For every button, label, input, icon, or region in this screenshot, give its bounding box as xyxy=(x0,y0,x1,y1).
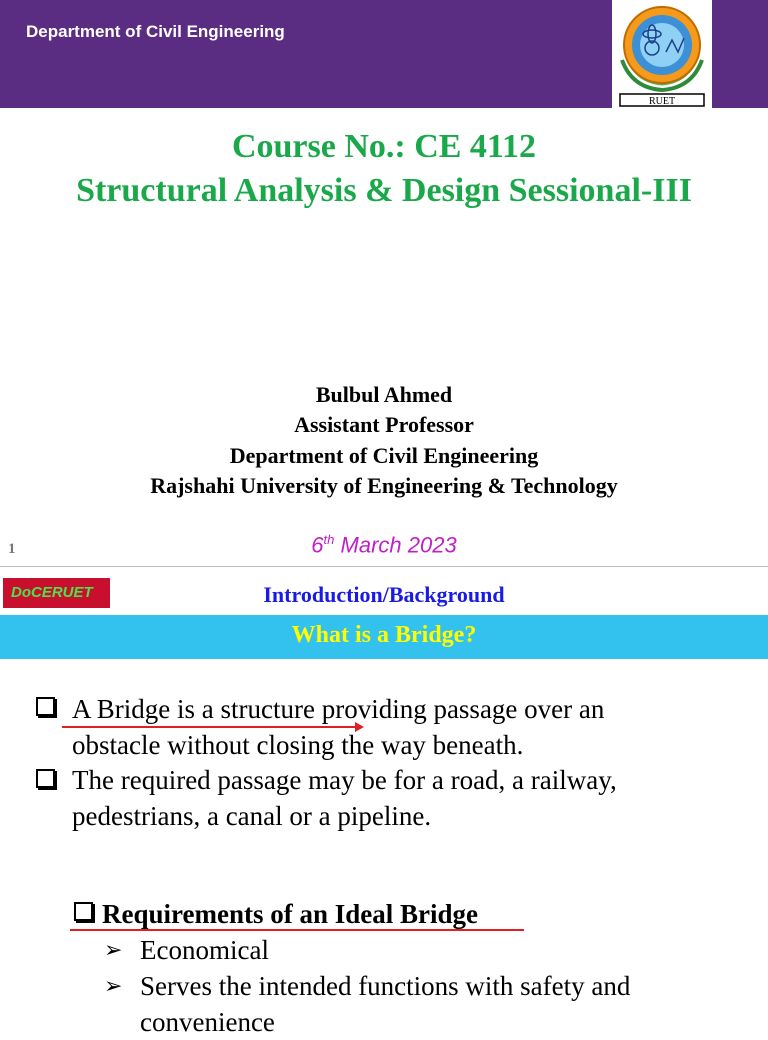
requirement-item: Economical xyxy=(140,935,269,965)
course-title: Structural Analysis & Design Sessional-III xyxy=(76,172,692,209)
bullet-1-line-2: obstacle without closing the way beneath. xyxy=(72,730,524,760)
author-university: Rajshahi University of Engineering & Technology xyxy=(150,473,618,498)
header-department: Department of Civil Engineering xyxy=(26,22,285,41)
section-title: Introduction/Background xyxy=(263,582,505,607)
header-bar xyxy=(0,0,768,108)
annotation-underline xyxy=(70,929,524,931)
bullet-box-icon xyxy=(36,697,55,716)
logo-text: RUET xyxy=(648,96,676,107)
arrow-bullet-icon: ➢ xyxy=(104,973,123,998)
author-name: Bulbul Ahmed xyxy=(315,382,453,407)
requirement-item: Serves the intended functions with safety and xyxy=(140,971,631,1001)
ruet-logo-icon xyxy=(612,0,712,108)
arrow-bullet-icon: ➢ xyxy=(104,937,123,962)
brand-badge: DoCERUET xyxy=(3,578,110,608)
bullet-2-line-2: pedestrians, a canal or a pipeline. xyxy=(72,801,432,831)
requirements-heading: Requirements of an Ideal Bridge xyxy=(102,899,478,929)
requirement-item-continued: convenience xyxy=(140,1007,275,1037)
bullet-box-icon xyxy=(74,902,93,921)
author-department: Department of Civil Engineering xyxy=(229,443,539,468)
bullet-1-line-1: A Bridge is a structure providing passage over an xyxy=(72,694,605,724)
course-number: Course No.: CE 4112 xyxy=(231,128,537,165)
date-rest: March 2023 xyxy=(334,532,457,558)
slide-number: 1 xyxy=(8,541,16,557)
presentation-date xyxy=(0,532,768,558)
author-position: Assistant Professor xyxy=(294,412,474,437)
date-day: 6 xyxy=(311,532,324,558)
slide-divider xyxy=(0,566,768,567)
slide-heading: What is a Bridge? xyxy=(291,622,477,648)
bullet-box-icon xyxy=(36,769,55,788)
bullet-2-line-1: The required passage may be for a road, a railway, xyxy=(72,765,617,795)
date-suffix: th xyxy=(323,532,335,547)
